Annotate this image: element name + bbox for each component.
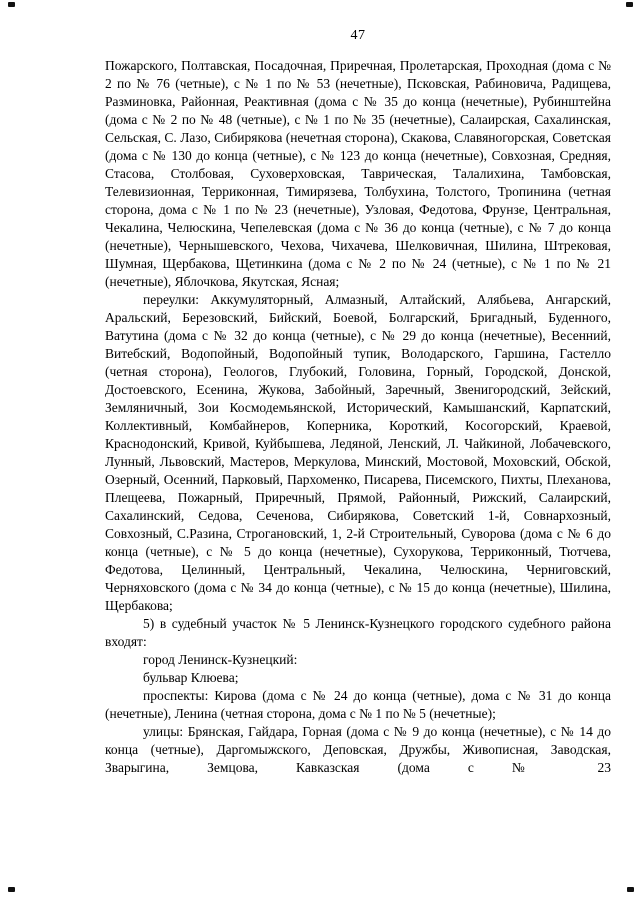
scan-corner-mark-top-left [8, 2, 15, 7]
paragraph-prospekty: проспекты: Кирова (дома с № 24 до конца (четные), дома с № 31 до конца (нечетные), Ленина (четная сторона, дома с № 1 по № 5 (нечетные); [105, 688, 611, 721]
paragraph-pereulki: переулки: Аккумуляторный, Алмазный, Алтайский, Алябьева, Ангарский, Аральский, Березовский, Бийский, Боевой, Болгарский, Бригадный, Буденного, Ватутина (дома с № 32 до конца (четные), с № 29 до конца (нечетные), Весенний, Витебский, Водопойный, Водопойный тупик, Володарского, Гаршина, Гастелло (четная сторона), Геологов, Глубокий, Головина, Горный, Городской, Донской, Достоевского, Есенина, Жукова, Забойный, Заречный, Звенигородский, Зейский, Земляничный, Зои Космодемьянской, Исторический, Камышанский, Карпатский, Коллективный, Комбайнеров, Коперника, Короткий, Косогорский, Краевой, Краснодонский, Кривой, Куйбышева, Ледяной, Ленский, Л. Чайкиной, Лобачевского, Лунный, Львовский, Мастеров, Меркулова, Минский, Мостовой, Моховский, Обской, Озерный, Осенний, Парковый, Пархоменко, Писарева, Писемского, Пихты, Плеханова, Плещеева, Пожарный, Приречный, Прямой, Районный, Рижский, Салаирский, Сахалинский, Седова, Сеченова, Сибирякова, Советский 1-й, Совнархозный, Совхозный, С.Разина, Строгановский, 1, 2-й Строительный, Суворова (дома с № 6 до конца (четные), с № 5 до конца (нечетные), Сухорукова, Терриконный, Тютчева, Федотова, Целинный, Центральный, Чекалина, Челюскина, Черниговский, Черняховского (дома с № 34 до конца (четные), с № 15 до конца (нечетные), Шилина, Щербакова; [105, 292, 611, 613]
paragraph-ulitsy: улицы: Брянская, Гайдара, Горная (дома с № 9 до конца (нечетные), с № 14 до конца (четные), Даргомыжского, Деповская, Дружбы, Живописная, Заводская, Зварыгина, Земцова, Кавказская (дома с № 23 [105, 724, 611, 775]
paragraph-section-5: 5) в судебный участок № 5 Ленинск-Кузнецкого городского судебного района входят: [105, 616, 611, 649]
scan-corner-mark-bottom-left [8, 887, 15, 892]
paragraph-streets-continuation: Пожарского, Полтавская, Посадочная, Приречная, Пролетарская, Проходная (дома с № 2 по № 76 (четные), с № 1 по № 53 (нечетные), Псковская, Рабиновича, Радищева, Разминовка, Районная, Реактивная (дома с № 35 до конца (нечетные), Рубинштейна (дома с № 2 по № 48 (четные), с № 1 по № 35 (нечетные), Салаирская, Сахалинская, Сельская, С. Лазо, Сибирякова (нечетная сторона), Скакова, Славяногорская, Советская (дома с № 130 до конца (четные), с № 123 до конца (нечетные), Совхозная, Средняя, Стасова, Столбовая, Суховерховская, Таврическая, Талалихина, Тамбовская, Телевизионная, Терриконная, Тимирязева, Толбухина, Толстого, Тропинина (четная сторона, дома с № 1 по № 23 (нечетные), Узловая, Федотова, Фрунзе, Центральная, Чекалина, Челюскина, Чепелевская (дома с № 36 до конца (четные), с № 7 до конца (нечетные), Чернышевского, Чехова, Чихачева, Шелковичная, Шилина, Штрековая, Шумная, Щербакова, Щетинкина (дома с № 2 по № 24 (четные), с № 1 по № 21 (нечетные), Яблочкова, Якутская, Ясная; [105, 58, 611, 289]
page-number: 47 [350, 28, 366, 43]
document-body [105, 57, 611, 777]
scan-corner-mark-bottom-right [627, 887, 634, 892]
scan-corner-mark-top-right [626, 2, 633, 7]
paragraph-boulevard: бульвар Клюева; [143, 670, 239, 685]
paragraph-city: город Ленинск-Кузнецкий: [143, 652, 298, 667]
